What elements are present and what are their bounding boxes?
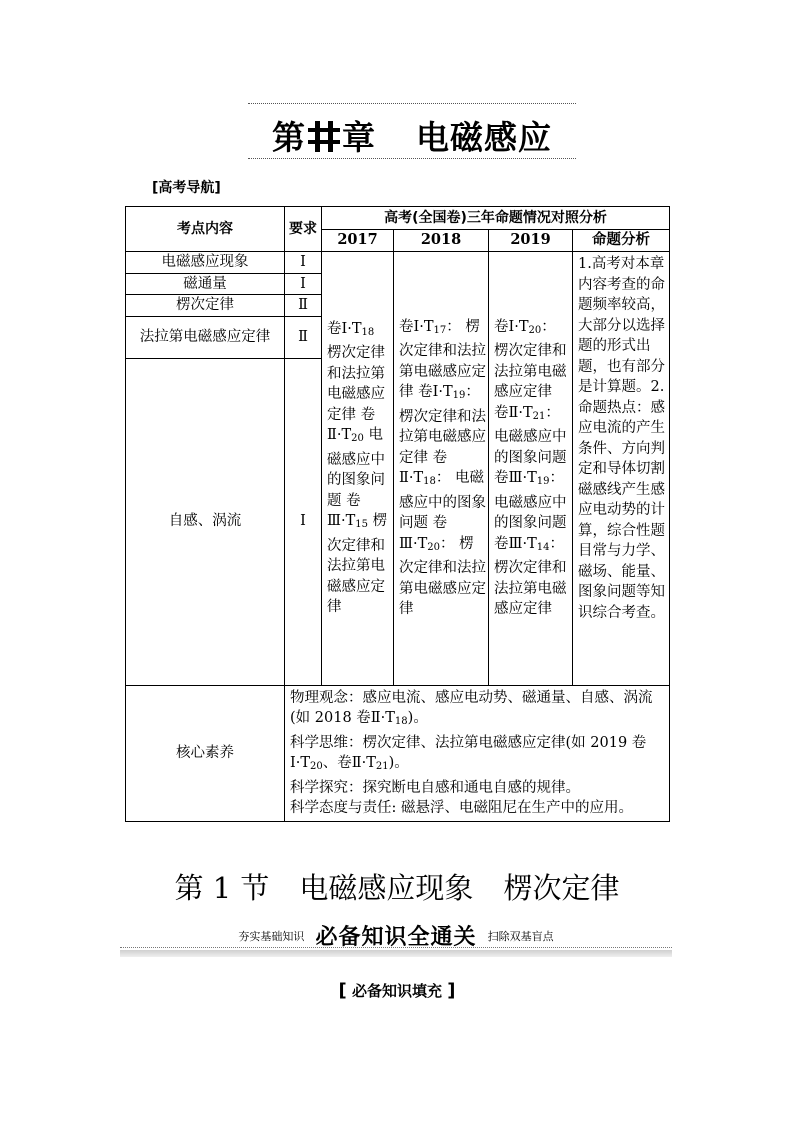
cell-2017: 卷$Ⅰ\cdot T_{18}$ 楞次定律和法拉第电磁感应定律 卷$Ⅱ\cdot T_{20}$ 电磁感应中的图象问题 卷$Ⅲ\cdot T_{15}$ 楞次定律和法拉第电磁感应定律 (322, 252, 394, 686)
row-req: Ⅱ (285, 316, 322, 358)
cell-analysis: 1.高考对本章内容考查的命题频率较高，大部分以选择题的形式出题，也有部分是计算题。2.命题热点：感应电流的产生条件、方向判定和导体切割磁感线产生感应电动势的计算，综合性题目常与力学、磁场、能量、图象问题等知识综合考查。 (573, 252, 670, 686)
chapter-prefix: 第 (272, 118, 306, 157)
banner-right: 扫除双基盲点 (487, 930, 554, 943)
section-banner (120, 920, 672, 960)
banner-center: 必备知识全通关 (315, 925, 477, 950)
chapter-header (248, 103, 576, 159)
row-req: Ⅰ (285, 273, 322, 295)
core-literacy-text: 物理观念：感应电流、感应电动势、磁通量、自感、涡流(如 2018 卷$Ⅱ\cdot T_{18}$)。 科学思维：楞次定律、法拉第电磁感应定律(如 2019 卷$Ⅰ\cdot T_{20}$、卷$Ⅱ\cdot T_{21}$)。 科学探究：探究断电自感和通电自感的规律。 科学态度与责任: 磁悬浮、电磁阻尼在生产中的应用。 (285, 685, 670, 821)
chapter-suffix: 章 (342, 118, 376, 157)
gaokao-guide-label: [高考导航] (152, 180, 221, 196)
knowledge-fill-title: [ 必备知识填充 ] (338, 980, 456, 1001)
cell-2019: 卷$Ⅰ\cdot T_{20}$： 楞次定律和法拉第电磁感应定律 卷$Ⅱ\cdot T_{21}$： 电磁感应中的图象问题 卷$Ⅲ\cdot T_{19}$： 电磁感应中的图象问题 卷$Ⅲ\cdot T_{14}$： 楞次定律和法拉第电磁感应定律 (489, 252, 573, 686)
cell-2018: 卷$Ⅰ\cdot T_{17}$： 楞次定律和法拉第电磁感应定律 卷$Ⅰ\cdot T_{19}$： 楞次定律和法拉第电磁感应定律 卷$Ⅱ\cdot T_{18}$： 电磁感应中的图象问题 卷$Ⅲ\cdot T_{20}$： 楞次定律和法拉第电磁感应定律 (394, 252, 489, 686)
row-content: 法拉第电磁感应定律 (126, 316, 285, 358)
chapter-number-glyph (306, 119, 342, 153)
row-content: 楞次定律 (126, 295, 285, 317)
row-content: 电磁感应现象 (126, 252, 285, 274)
header-2017: 2017 (322, 230, 394, 252)
header-analysis-group: 高考(全国卷)三年命题情况对照分析 (322, 207, 670, 230)
chapter-title (248, 112, 576, 159)
header-2018: 2018 (394, 230, 489, 252)
row-req: Ⅱ (285, 295, 322, 317)
row-req: Ⅰ (285, 252, 322, 274)
section-title: 第 1 节 电磁感应现象 楞次定律 (174, 871, 620, 905)
exam-navigation-table (125, 206, 670, 822)
header-content: 考点内容 (126, 207, 285, 252)
core-label: 核心素养 (126, 685, 285, 821)
banner-left: 夯实基础知识 (238, 930, 305, 943)
chapter-name: 电磁感应 (416, 118, 552, 157)
row-content: 自感、涡流 (126, 358, 285, 685)
header-require: 要求 (285, 207, 322, 252)
row-content: 磁通量 (126, 273, 285, 295)
header-2019: 2019 (489, 230, 573, 252)
row-req: Ⅰ (285, 358, 322, 685)
header-analysis: 命题分析 (573, 230, 670, 252)
